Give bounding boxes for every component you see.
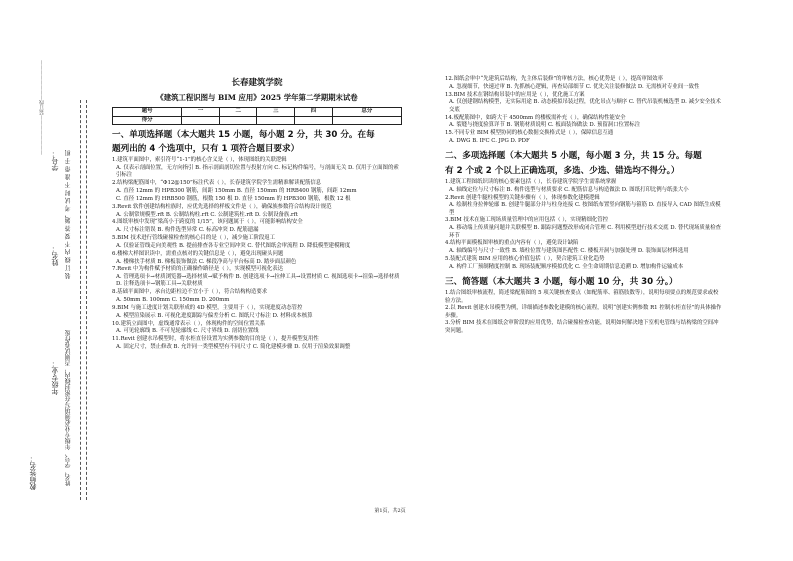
question: 11.Revit 创建水吊模型时，将水柜直径设置为实例参数的目的是（ ），提升模型复用性 [112,336,319,343]
question-options: A. 固定尺寸，禁止修改 B. 允许同一类型模型有不同尺寸 C. 简化建模步骤 D. 仅用于渲染效果调整 [116,344,351,351]
section1-heading-2: 题列出的 4 个选项中，只有 1 项符合题目要求） [112,144,300,155]
score-cell: 得分 [113,116,182,124]
score-cell [182,116,220,124]
score-cell: 四 [295,108,333,116]
question-options: A. 直径 12mm 的 HPB300 钢筋，间距 150mm B. 直径 150mm 的 HRB400 钢筋，间距 12mm [116,188,357,195]
question: 13.BIM 技术在钢结构吊装中的应用是（ ），优化施工方案 [445,91,585,98]
question-options: A. 50mm B. 100mm C. 150mm D. 200mm [116,297,230,304]
question-options: A. 轴线编号与尺寸一致性 B. 墙柱位置与建筑图匹配性 C. 楼板开洞与加强处理 D. 装饰面层材料选用 [449,248,689,255]
score-cell: 三 [257,108,295,116]
score-cell [219,116,257,124]
question-options: A. 移动端上传质量问题并关联模型 B. 跟踪问题整改形成闭合管理 C. 利用模型进行技术交底 D. 替代现场质量检查环节 [449,225,721,239]
section2-questions [445,179,723,271]
binding-student-id: 学号： [51,150,59,171]
school-name: 长春建筑学院 [231,78,283,88]
question-options: A. 管理选项卡→材质浏览器→选择材质→赋予构件 B. 创建选项卡→拉伸工具→设置材质 C. 视图选项卡→渲染→选择材质 D. 注释选项卡→钢筋工具→关联材质 [116,274,400,288]
section2-heading-2: 有 2 个或 2 个以上正确选项，多选、少选、错选均不得分。） [445,165,680,176]
section3-heading: 三、简答题（本大题共 3 小题，每小题 10 分，共 30 分。） [445,277,678,288]
section1-questions [112,157,402,351]
binding-name: 姓名： [51,245,59,266]
score-cell: 总分 [332,108,401,116]
question: 9.BIM 与施工进度计划关联形成的 4D 模型，主要用于（ ），实现进度动态管控 [112,304,303,311]
question-options: A. 模型渲染展示 B. 可视化进度跟踪与偏差分析 C. 图纸尺寸标注 D. 材料成本核算 [116,312,313,319]
binding-sign: 教师签名： [29,455,37,490]
score-value-row [113,116,402,124]
score-table [112,107,402,124]
question: 5.装配式建筑 BIM 应用的核心价值包括（ ），契合建筑工业化趋势 [445,255,605,262]
question-options: A. 构件工厂预制精度控制 B. 现场装配顺序模拟优化 C. 全生命周期信息追溯 D. 增加构件运输成本 [449,263,684,270]
binding-notice-1: 装 订 线 内 不 要 答 题，考 试 时 不 准 带 手 机 [65,150,72,279]
question: 15.不同专业 BIM 模型协同的核心数据交换格式是（ ），保障信息互通 [445,130,614,137]
question-options: C. 直径 12mm 的 HRB500 钢筋，根数 150 根 D. 直径 150mm 的 HPB300 钢筋，根数 12 根 [116,195,351,202]
question: 3.BIM 技术在施工现场质量管理中的应用包括（ ），实现精细化管控 [445,217,609,224]
question-options: A. 尺寸标注错误 B. 构件选型异常 C. 标高冲突 D. 配筋遗漏 [116,227,259,234]
question: 5.BIM 技术进行管线碰撞检查的核心目的是（ ），减少施工阶段返工 [112,235,276,242]
question: 4.图纸审核中发现“梁高小于跨度的 1/15”，该问题属于（ ），可能影响结构安全 [112,219,303,226]
question: 2.Revit 创建牛腿柱模型的关键步骤有（ ），体现参数化建模逻辑 [445,194,600,201]
question: 2.结构梁配筋图中，“Φ12@150”标注代表（ ），长春建筑学院学生需精准解读配筋信息 [112,180,322,187]
section1-questions-cont [445,76,723,145]
score-cell [332,116,401,124]
question: 8.基础平面图中，承台边距柱边不宜小于（ ），符合结构构造要求 [112,289,268,296]
question-options: A. 绘制柱身拉伸轮廓 B. 创建牛腿部分并与柱身连接 C. 按图纸布置竖向钢筋与箍筋 D. 直接导入 CAD 图纸生成模型 [449,202,721,216]
question-options: A. DWG B. IFC C. JPG D. PDF [449,138,530,145]
question: 2.以 Revit 创建水吊模型为例，详细描述参数化建模的核心流程，说明“创建实例参数 R1 控制水柜直径”的具体操作步骤。 [445,305,722,319]
question: 3.Revit 软件创建结构柱族时，应优先选择的样板文件是（ ），确保族参数符合结构设计规范 [112,203,332,210]
question: 10.建筑立面图中，虚线通常表示（ ），体现构件的空间位置关系 [112,320,266,327]
question-options: A. 忽视细节，快速过审 B. 先抓核心逻辑，再查局部细节 C. 优先关注装修做法 D. 无需核对专业间一致性 [449,83,700,90]
binding-dash-line-2 [86,100,87,500]
section2-heading-1: 二、多项选择题（本大题共 5 小题，每小题 3 分，共 15 分。每题 [445,151,702,162]
question-options: A. 可见轮廓线 B. 不可见轮廓线 C. 尺寸界线 D. 剖切位置线 [116,328,259,335]
question: 12.图纸会审中“先建筑后结构，先主体后装修”的审核方法，核心优势是（ ），提高审图效率 [445,76,663,82]
question-options: A. 仅创建钢结构模型，无实际用途 B. 动态模拟吊装过程，优化吊点与顺序 C. 替代吊装机械选型 D. 减少安全技术交底 [449,99,721,113]
exam-title: 《建筑工程识图与 BIM 应用》2025 学年第二学期期末试卷 [156,93,358,103]
score-header-row [113,108,402,116]
question-options: A. 楼梯扶手材质 B. 梯板装饰做法 C. 梯段净高与平台标高 D. 踏步面层颜色 [116,258,297,265]
question: 7.Revit 中为构件赋予材质的正确操作路径是（ ），实现模型可视化表达 [112,266,283,273]
left-column [112,78,402,352]
score-cell: 二 [219,108,257,116]
question-options: A. 仅验证管线走向美观性 B. 提前排查各专业空间冲突 C. 替代图纸会审流程 D. 降低模型建模精度 [116,242,351,249]
score-cell: 题号 [113,108,182,116]
question: 14.板配筋图中，如跨大于 4500mm 的楼板需补充（ ），确保结构性能安全 [445,114,626,121]
score-cell: 一 [182,108,220,116]
binding-dash-line-1 [80,100,81,500]
question-options: A. 仅表示剖面位置，无方向指引 B. 指示剖面剖切位置与投射方向 C. 标记构件编号，与剖面无关 D. 仅用于立面图的索引标注 [116,165,399,179]
page-footer: 第1页，共2页 [374,508,406,514]
binding-notice-2: 姓名、学号、年级专业必须填写在密封线内，否则试卷作废 [65,330,72,486]
question: 4.结构平面模板图审核的重点内容有（ ），避免设计缺陷 [445,240,579,247]
question: 1.建筑平面图中，索引符号“1-1”的核心含义是（ ），体现图纸的关联逻辑 [112,157,287,164]
section1-heading-1: 一、单项选择题（本大题共 15 小题，每小题 2 分，共 30 分。在每 [112,129,375,140]
binding-top-note: ————————装订线———————— [39,60,45,155]
question-options: A. 公制常规模型.rft B. 公制结构柱.rft C. 公制建筑柱.rft D. 公制设备族.rft [116,211,298,218]
question: 1.建筑工程图纸识读的核心要素包括（ ），长春建筑学院学生需系统掌握 [445,178,617,185]
right-column [445,76,723,336]
question: 6.楼梯大样图识读中，需重点核对的关键信息是（ ），避免出现碰头问题 [112,250,284,257]
question-options: A. 轴线定位与尺寸标注 B. 构件选型与材质要求 C. 配筋信息与构造做法 D. 图纸打印比例与纸张大小 [449,186,689,193]
question-options: A. 裂缝与挠度验算详节 B. 钢筋材质说明 C. 板面装饰做法 D. 预留洞口位置标注 [449,122,641,129]
score-cell [257,116,295,124]
score-cell [295,116,333,124]
question: 1.结合图纸审核流程，简述梁配筋图的 5 项关键核查要点（如配筋率、箍筋肢数等），说明每项要点的规范要求或校验方法。 [445,290,719,304]
binding-class: 年级专业： [51,360,59,395]
question: 3.分析 BIM 技术在图纸会审阶段的应用优势，结合碰撞检查功能，说明如何解决地下室机电管线与结构梁的空间冲突问题。 [445,320,719,334]
section3-questions [445,290,723,335]
